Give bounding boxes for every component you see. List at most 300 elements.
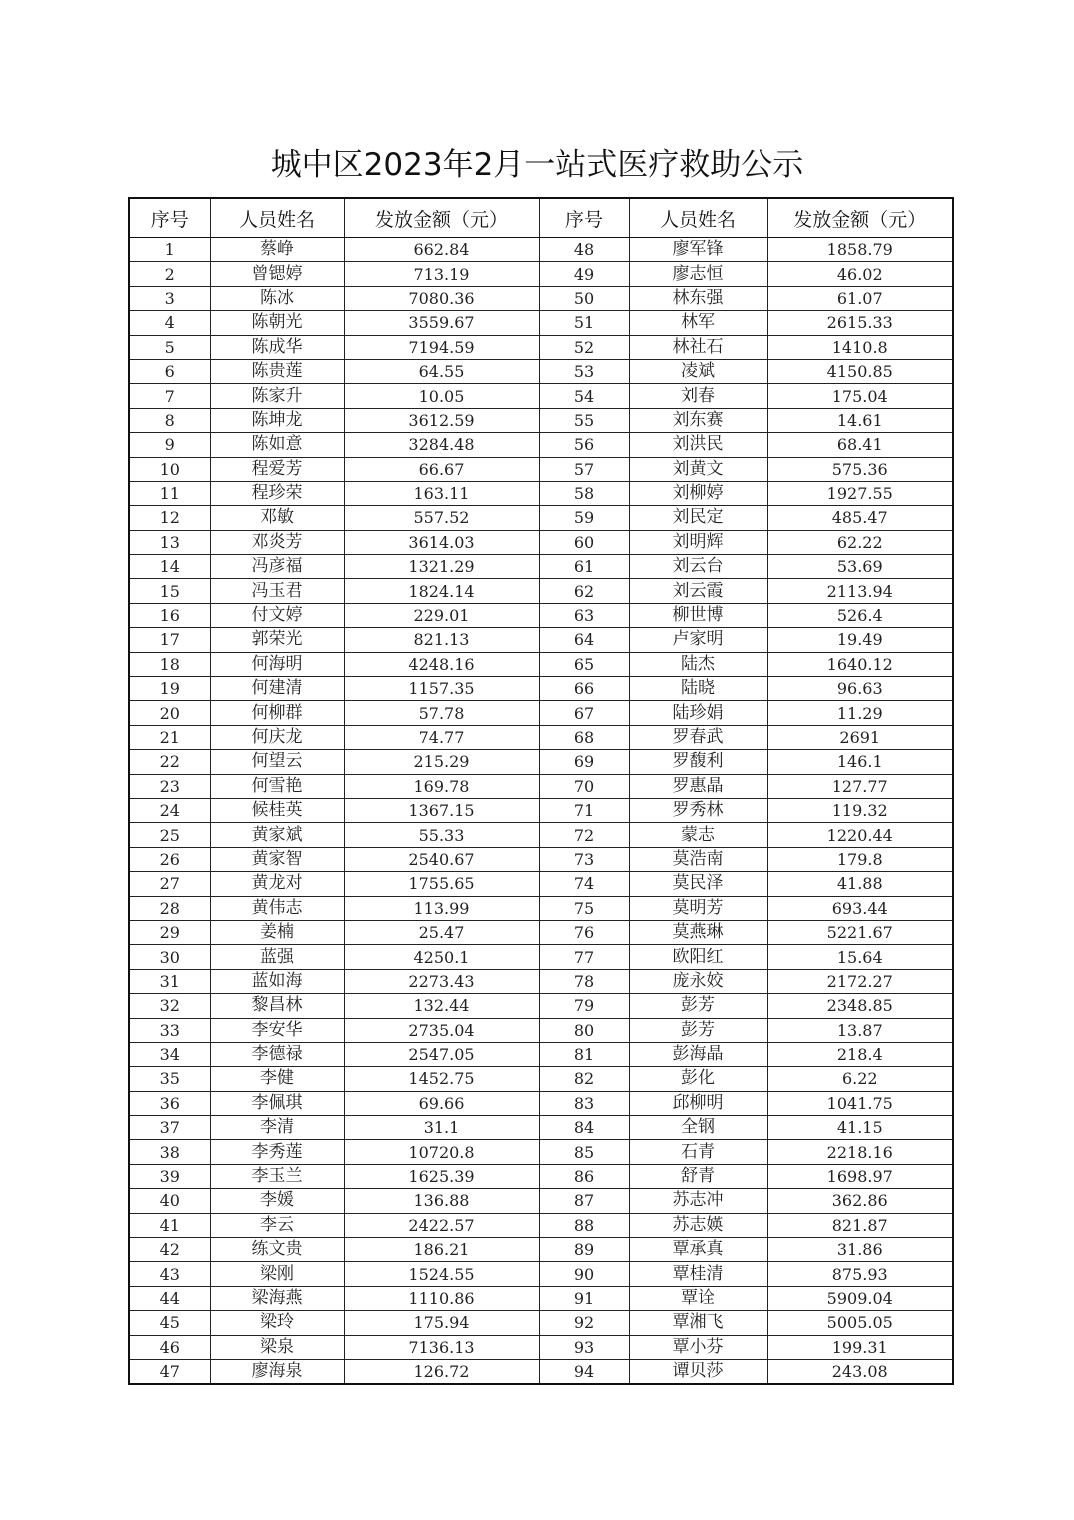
amount-cell: 2615.33 [767, 311, 953, 335]
name-cell: 覃承真 [629, 1238, 767, 1262]
table-row [129, 311, 953, 335]
name-cell: 李安华 [210, 1018, 344, 1042]
amount-cell: 575.36 [767, 457, 953, 481]
serial-cell: 21 [129, 725, 210, 749]
serial-cell: 34 [129, 1042, 210, 1066]
name-cell: 柳世博 [629, 603, 767, 627]
name-cell: 李云 [210, 1213, 344, 1237]
name-cell: 林社石 [629, 335, 767, 359]
amount-cell: 1755.65 [344, 872, 539, 896]
amount-cell: 46.02 [767, 262, 953, 286]
table-row [129, 750, 953, 774]
name-cell: 廖志恒 [629, 262, 767, 286]
amount-cell: 113.99 [344, 896, 539, 920]
serial-cell: 48 [539, 238, 629, 262]
amount-cell: 74.77 [344, 725, 539, 749]
table-row [129, 1067, 953, 1091]
table-row [129, 1286, 953, 1310]
name-cell: 陈成华 [210, 335, 344, 359]
serial-cell: 14 [129, 555, 210, 579]
name-cell: 彭化 [629, 1067, 767, 1091]
serial-cell: 68 [539, 725, 629, 749]
amount-cell: 3612.59 [344, 408, 539, 432]
header-amount-left: 发放金额（元） [344, 198, 539, 238]
amount-cell: 5221.67 [767, 920, 953, 944]
name-cell: 刘洪民 [629, 433, 767, 457]
serial-cell: 86 [539, 1164, 629, 1188]
amount-cell: 2218.16 [767, 1140, 953, 1164]
serial-cell: 36 [129, 1091, 210, 1115]
serial-cell: 58 [539, 481, 629, 505]
serial-cell: 62 [539, 579, 629, 603]
name-cell: 欧阳红 [629, 945, 767, 969]
name-cell: 郭荣光 [210, 628, 344, 652]
serial-cell: 32 [129, 994, 210, 1018]
serial-cell: 11 [129, 481, 210, 505]
amount-cell: 10.05 [344, 384, 539, 408]
name-cell: 冯彦福 [210, 555, 344, 579]
table-row [129, 823, 953, 847]
name-cell: 罗惠晶 [629, 774, 767, 798]
amount-cell: 175.04 [767, 384, 953, 408]
table-row [129, 896, 953, 920]
table-row [129, 1116, 953, 1140]
name-cell: 罗秀林 [629, 798, 767, 822]
serial-cell: 29 [129, 920, 210, 944]
serial-cell: 42 [129, 1238, 210, 1262]
amount-cell: 4250.1 [344, 945, 539, 969]
amount-cell: 713.19 [344, 262, 539, 286]
serial-cell: 75 [539, 896, 629, 920]
serial-cell: 84 [539, 1116, 629, 1140]
name-cell: 刘春 [629, 384, 767, 408]
serial-cell: 59 [539, 506, 629, 530]
table-row [129, 701, 953, 725]
name-cell: 舒青 [629, 1164, 767, 1188]
amount-cell: 66.67 [344, 457, 539, 481]
table-row [129, 1213, 953, 1237]
table-row [129, 1164, 953, 1188]
amount-cell: 136.88 [344, 1189, 539, 1213]
name-cell: 覃桂清 [629, 1262, 767, 1286]
name-cell: 李清 [210, 1116, 344, 1140]
name-cell: 邱柳明 [629, 1091, 767, 1115]
name-cell: 莫燕琳 [629, 920, 767, 944]
serial-cell: 64 [539, 628, 629, 652]
name-cell: 陈家升 [210, 384, 344, 408]
amount-cell: 243.08 [767, 1359, 953, 1384]
name-cell: 李德禄 [210, 1042, 344, 1066]
amount-cell: 215.29 [344, 750, 539, 774]
name-cell: 莫明芳 [629, 896, 767, 920]
serial-cell: 8 [129, 408, 210, 432]
name-cell: 罗春武 [629, 725, 767, 749]
name-cell: 梁玲 [210, 1311, 344, 1335]
amount-cell: 662.84 [344, 238, 539, 262]
name-cell: 陈坤龙 [210, 408, 344, 432]
serial-cell: 66 [539, 677, 629, 701]
amount-cell: 2691 [767, 725, 953, 749]
serial-cell: 38 [129, 1140, 210, 1164]
name-cell: 邓敏 [210, 506, 344, 530]
serial-cell: 76 [539, 920, 629, 944]
amount-cell: 15.64 [767, 945, 953, 969]
serial-cell: 65 [539, 652, 629, 676]
header-name-right: 人员姓名 [629, 198, 767, 238]
table-row [129, 481, 953, 505]
serial-cell: 93 [539, 1335, 629, 1359]
name-cell: 付文婷 [210, 603, 344, 627]
name-cell: 陈贵莲 [210, 359, 344, 383]
amount-cell: 199.31 [767, 1335, 953, 1359]
serial-cell: 82 [539, 1067, 629, 1091]
amount-cell: 821.87 [767, 1213, 953, 1237]
serial-cell: 85 [539, 1140, 629, 1164]
amount-cell: 1367.15 [344, 798, 539, 822]
serial-cell: 41 [129, 1213, 210, 1237]
table-row [129, 994, 953, 1018]
name-cell: 苏志冲 [629, 1189, 767, 1213]
amount-cell: 14.61 [767, 408, 953, 432]
amount-cell: 62.22 [767, 530, 953, 554]
serial-cell: 51 [539, 311, 629, 335]
name-cell: 候桂英 [210, 798, 344, 822]
amount-cell: 96.63 [767, 677, 953, 701]
table-row [129, 847, 953, 871]
serial-cell: 49 [539, 262, 629, 286]
serial-cell: 4 [129, 311, 210, 335]
amount-cell: 10720.8 [344, 1140, 539, 1164]
header-amount-right: 发放金额（元） [767, 198, 953, 238]
amount-cell: 175.94 [344, 1311, 539, 1335]
serial-cell: 63 [539, 603, 629, 627]
name-cell: 姜楠 [210, 920, 344, 944]
serial-cell: 15 [129, 579, 210, 603]
table-row [129, 238, 953, 262]
name-cell: 刘柳婷 [629, 481, 767, 505]
table-row [129, 603, 953, 627]
table-row [129, 1018, 953, 1042]
serial-cell: 54 [539, 384, 629, 408]
name-cell: 彭芳 [629, 994, 767, 1018]
name-cell: 李玉兰 [210, 1164, 344, 1188]
name-cell: 莫浩南 [629, 847, 767, 871]
serial-cell: 91 [539, 1286, 629, 1310]
name-cell: 何建清 [210, 677, 344, 701]
name-cell: 黄龙对 [210, 872, 344, 896]
serial-cell: 33 [129, 1018, 210, 1042]
serial-cell: 72 [539, 823, 629, 847]
serial-cell: 57 [539, 457, 629, 481]
serial-cell: 87 [539, 1189, 629, 1213]
amount-cell: 6.22 [767, 1067, 953, 1091]
table-row [129, 359, 953, 383]
table-row [129, 555, 953, 579]
name-cell: 蓝强 [210, 945, 344, 969]
amount-cell: 13.87 [767, 1018, 953, 1042]
table-row [129, 774, 953, 798]
amount-cell: 2172.27 [767, 969, 953, 993]
name-cell: 廖海泉 [210, 1359, 344, 1384]
serial-cell: 24 [129, 798, 210, 822]
amount-cell: 31.1 [344, 1116, 539, 1140]
serial-cell: 16 [129, 603, 210, 627]
table-row [129, 384, 953, 408]
name-cell: 练文贵 [210, 1238, 344, 1262]
name-cell: 刘云霞 [629, 579, 767, 603]
amount-cell: 127.77 [767, 774, 953, 798]
name-cell: 何柳群 [210, 701, 344, 725]
serial-cell: 70 [539, 774, 629, 798]
serial-cell: 46 [129, 1335, 210, 1359]
serial-cell: 10 [129, 457, 210, 481]
amount-cell: 7080.36 [344, 286, 539, 310]
name-cell: 邓炎芳 [210, 530, 344, 554]
table-row [129, 262, 953, 286]
serial-cell: 69 [539, 750, 629, 774]
serial-cell: 53 [539, 359, 629, 383]
amount-cell: 4150.85 [767, 359, 953, 383]
amount-cell: 2348.85 [767, 994, 953, 1018]
serial-cell: 92 [539, 1311, 629, 1335]
table-row [129, 1238, 953, 1262]
serial-cell: 79 [539, 994, 629, 1018]
amount-cell: 485.47 [767, 506, 953, 530]
serial-cell: 56 [539, 433, 629, 457]
serial-cell: 78 [539, 969, 629, 993]
name-cell: 何海明 [210, 652, 344, 676]
name-cell: 覃诠 [629, 1286, 767, 1310]
name-cell: 陈朝光 [210, 311, 344, 335]
serial-cell: 94 [539, 1359, 629, 1384]
table-row [129, 408, 953, 432]
serial-cell: 23 [129, 774, 210, 798]
name-cell: 陈如意 [210, 433, 344, 457]
serial-cell: 26 [129, 847, 210, 871]
amount-cell: 11.29 [767, 701, 953, 725]
amount-cell: 4248.16 [344, 652, 539, 676]
name-cell: 黄伟志 [210, 896, 344, 920]
table-header-row [129, 198, 953, 238]
serial-cell: 9 [129, 433, 210, 457]
name-cell: 梁刚 [210, 1262, 344, 1286]
amount-cell: 1858.79 [767, 238, 953, 262]
table-row [129, 652, 953, 676]
table-row [129, 677, 953, 701]
name-cell: 蒙志 [629, 823, 767, 847]
table-row [129, 335, 953, 359]
amount-cell: 64.55 [344, 359, 539, 383]
serial-cell: 74 [539, 872, 629, 896]
serial-cell: 50 [539, 286, 629, 310]
header-serial-left: 序号 [129, 198, 210, 238]
amount-cell: 1041.75 [767, 1091, 953, 1115]
amount-cell: 5005.05 [767, 1311, 953, 1335]
name-cell: 梁泉 [210, 1335, 344, 1359]
name-cell: 程爱芳 [210, 457, 344, 481]
name-cell: 莫民泽 [629, 872, 767, 896]
name-cell: 何庆龙 [210, 725, 344, 749]
serial-cell: 22 [129, 750, 210, 774]
amount-cell: 2273.43 [344, 969, 539, 993]
serial-cell: 73 [539, 847, 629, 871]
table-row [129, 969, 953, 993]
amount-cell: 1321.29 [344, 555, 539, 579]
amount-cell: 218.4 [767, 1042, 953, 1066]
name-cell: 刘民定 [629, 506, 767, 530]
amount-cell: 19.49 [767, 628, 953, 652]
amount-cell: 132.44 [344, 994, 539, 1018]
amount-cell: 1220.44 [767, 823, 953, 847]
amount-cell: 179.8 [767, 847, 953, 871]
serial-cell: 45 [129, 1311, 210, 1335]
serial-cell: 67 [539, 701, 629, 725]
serial-cell: 6 [129, 359, 210, 383]
serial-cell: 13 [129, 530, 210, 554]
serial-cell: 12 [129, 506, 210, 530]
name-cell: 李秀莲 [210, 1140, 344, 1164]
serial-cell: 90 [539, 1262, 629, 1286]
name-cell: 林军 [629, 311, 767, 335]
name-cell: 程珍荣 [210, 481, 344, 505]
amount-cell: 57.78 [344, 701, 539, 725]
amount-cell: 3559.67 [344, 311, 539, 335]
name-cell: 彭海晶 [629, 1042, 767, 1066]
amount-cell: 3614.03 [344, 530, 539, 554]
name-cell: 全钢 [629, 1116, 767, 1140]
table-row [129, 530, 953, 554]
table-row [129, 872, 953, 896]
name-cell: 冯玉君 [210, 579, 344, 603]
name-cell: 庞永姣 [629, 969, 767, 993]
amount-cell: 119.32 [767, 798, 953, 822]
serial-cell: 77 [539, 945, 629, 969]
name-cell: 蔡峥 [210, 238, 344, 262]
amount-cell: 41.15 [767, 1116, 953, 1140]
amount-cell: 25.47 [344, 920, 539, 944]
amount-cell: 1110.86 [344, 1286, 539, 1310]
amount-cell: 61.07 [767, 286, 953, 310]
name-cell: 刘东赛 [629, 408, 767, 432]
name-cell: 曾锶婷 [210, 262, 344, 286]
serial-cell: 55 [539, 408, 629, 432]
amount-cell: 1927.55 [767, 481, 953, 505]
amount-cell: 2735.04 [344, 1018, 539, 1042]
amount-cell: 41.88 [767, 872, 953, 896]
table-row [129, 1262, 953, 1286]
amount-cell: 55.33 [344, 823, 539, 847]
amount-cell: 1452.75 [344, 1067, 539, 1091]
serial-cell: 44 [129, 1286, 210, 1310]
amount-cell: 169.78 [344, 774, 539, 798]
table-row [129, 1189, 953, 1213]
serial-cell: 17 [129, 628, 210, 652]
serial-cell: 83 [539, 1091, 629, 1115]
serial-cell: 25 [129, 823, 210, 847]
name-cell: 刘云台 [629, 555, 767, 579]
table-row [129, 628, 953, 652]
page-title: 城中区2023年2月一站式医疗救助公示 [270, 147, 804, 183]
serial-cell: 81 [539, 1042, 629, 1066]
amount-cell: 1824.14 [344, 579, 539, 603]
serial-cell: 80 [539, 1018, 629, 1042]
table-row [129, 506, 953, 530]
table-row [129, 286, 953, 310]
serial-cell: 40 [129, 1189, 210, 1213]
name-cell: 刘黄文 [629, 457, 767, 481]
amount-cell: 68.41 [767, 433, 953, 457]
header-serial-right: 序号 [539, 198, 629, 238]
serial-cell: 88 [539, 1213, 629, 1237]
amount-cell: 821.13 [344, 628, 539, 652]
name-cell: 梁海燕 [210, 1286, 344, 1310]
name-cell: 何雪艳 [210, 774, 344, 798]
amount-cell: 526.4 [767, 603, 953, 627]
amount-cell: 1698.97 [767, 1164, 953, 1188]
serial-cell: 89 [539, 1238, 629, 1262]
serial-cell: 47 [129, 1359, 210, 1384]
amount-cell: 163.11 [344, 481, 539, 505]
table-row [129, 1042, 953, 1066]
serial-cell: 20 [129, 701, 210, 725]
amount-cell: 2113.94 [767, 579, 953, 603]
name-cell: 林东强 [629, 286, 767, 310]
name-cell: 刘明辉 [629, 530, 767, 554]
amount-cell: 1524.55 [344, 1262, 539, 1286]
amount-cell: 693.44 [767, 896, 953, 920]
serial-cell: 37 [129, 1116, 210, 1140]
name-cell: 卢家明 [629, 628, 767, 652]
amount-cell: 2422.57 [344, 1213, 539, 1237]
serial-cell: 5 [129, 335, 210, 359]
amount-cell: 69.66 [344, 1091, 539, 1115]
table-row [129, 457, 953, 481]
table-row [129, 1140, 953, 1164]
name-cell: 谭贝莎 [629, 1359, 767, 1384]
name-cell: 彭芳 [629, 1018, 767, 1042]
table-row [129, 433, 953, 457]
amount-cell: 31.86 [767, 1238, 953, 1262]
table-row [129, 579, 953, 603]
name-cell: 覃小芬 [629, 1335, 767, 1359]
serial-cell: 61 [539, 555, 629, 579]
amount-cell: 126.72 [344, 1359, 539, 1384]
name-cell: 陆珍娟 [629, 701, 767, 725]
serial-cell: 52 [539, 335, 629, 359]
name-cell: 陆晓 [629, 677, 767, 701]
header-name-left: 人员姓名 [210, 198, 344, 238]
serial-cell: 31 [129, 969, 210, 993]
serial-cell: 39 [129, 1164, 210, 1188]
amount-cell: 1625.39 [344, 1164, 539, 1188]
name-cell: 黄家智 [210, 847, 344, 871]
serial-cell: 7 [129, 384, 210, 408]
name-cell: 苏志媖 [629, 1213, 767, 1237]
amount-cell: 1157.35 [344, 677, 539, 701]
amount-cell: 1640.12 [767, 652, 953, 676]
amount-cell: 7194.59 [344, 335, 539, 359]
amount-cell: 1410.8 [767, 335, 953, 359]
table-row [129, 725, 953, 749]
amount-cell: 875.93 [767, 1262, 953, 1286]
amount-cell: 229.01 [344, 603, 539, 627]
amount-cell: 5909.04 [767, 1286, 953, 1310]
table-row [129, 1335, 953, 1359]
serial-cell: 3 [129, 286, 210, 310]
amount-cell: 2547.05 [344, 1042, 539, 1066]
name-cell: 李健 [210, 1067, 344, 1091]
serial-cell: 2 [129, 262, 210, 286]
